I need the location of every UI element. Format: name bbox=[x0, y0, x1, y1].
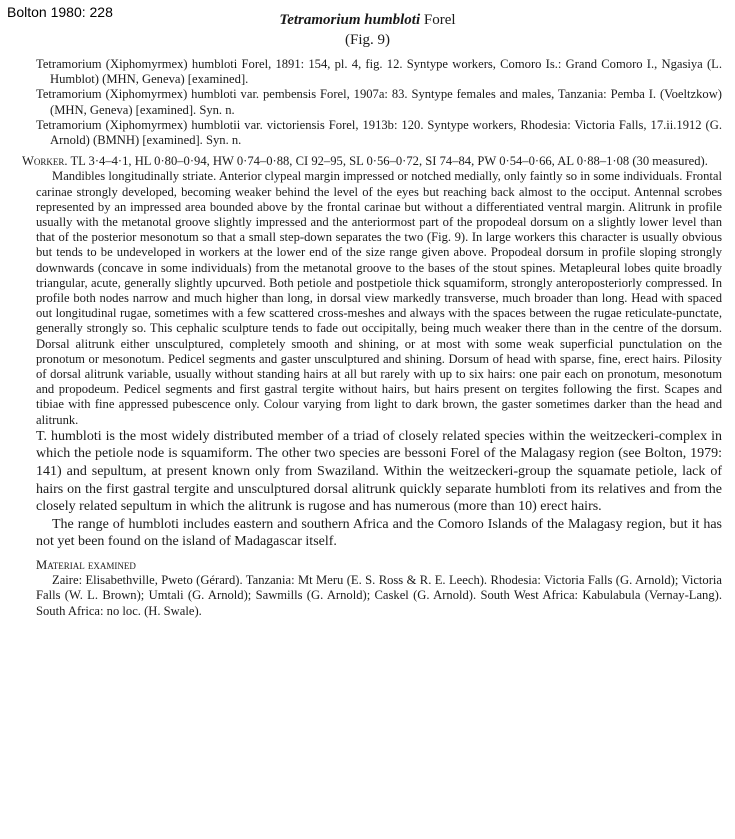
synonym-entry: Tetramorium (Xiphomyrmex) humbloti var. pembensis Forel, 1907a: 83. Syntype females and males, Tanzania: Pemba I. (Voeltzkow) (MHN, Geneva) [examined]. Syn. n. bbox=[36, 87, 722, 117]
synonym-entry: Tetramorium (Xiphomyrmex) humblotii var. victoriensis Forel, 1913b: 120. Syntype workers, Rhodesia: Victoria Falls, 17.ii.1912 (G. Arnold) (BMNH) [examined]. Syn. n. bbox=[36, 117, 722, 148]
document-body bbox=[22, 57, 722, 619]
range-paragraph: The range of humbloti includes eastern and southern Africa and the Comoro Islands of the Malagasy region, but it has not yet been found on the island of Madagascar itself. bbox=[36, 516, 722, 550]
material-heading: Material examined bbox=[36, 558, 136, 573]
synonym-entry: Tetramorium (Xiphomyrmex) humbloti Forel, 1891: 154, pl. 4, fig. 12. Syntype workers, Comoro Is.: Grand Comoro I., Ngasiya (L. Humblot) (MHN, Geneva) [examined]. bbox=[36, 57, 722, 87]
measurement-values: TL 3·4–4·1, HL 0·80–0·94, HW 0·74–0·88, CI 92–95, SL 0·56–0·72, SI 74–84, PW 0·54–0·66, AL 0·88–1·08 (30 measured). bbox=[70, 154, 708, 169]
species-name: Tetramorium humbloti bbox=[279, 12, 421, 28]
worker-description: Mandibles longitudinally striate. Anterior clypeal margin impressed or notched medially, only faintly so in some individuals. Frontal carinae strongly developed, becoming weaker behind the level of the eyes but reaching back almost to the occiput. Antennal scrobes represented by an impressed area bounded above by the frontal carinae but without a differentiated ventral margin. Alitrunk in profile usually with the metanotal groove slightly impressed and the anteriormost part of the propodeal dorsum on a slightly lower level than that of the posterior mesonotum so that a small step-down separates the two (Fig. 9). In large workers this character is usually obvious but tends to be undeveloped in workers at the lower end of the size range given above. Propodeal dorsum in profile sloping strongly downwards (concave in some individuals) from the metanotal groove to the bases of the stout spines. Metapleural lobes quite broadly triangular, acute, generally slightly upcurved. Both petiole and postpetiole thick squamiform, strongly anteroposteriorly compressed. In profile both nodes narrow and much higher than long, in dorsal view markedly transverse, much broader than long. Head with spaced out longitudinal rugae, sometimes with a few scattered cross-meshes and always with the spaces between the rugae reticulate-punctate, generally strongly so. This cephalic sculpture tends to fade out occipitally, being much weaker there than in the centre of the dorsum. Dorsal alitrunk either unsculptured, completely smooth and shining, or at most with some weak superficial punctulation on the pronotum or mesonotum. Pedicel segments and gaster unsculptured and shining. Dorsum of head with sparse, fine, erect hairs. Pilosity of dorsal alitrunk variable, usually without standing hairs at all but rarely with up to six hairs: one pair each on pronotum, mesonotum and propodeum. Pedicel segments and first gastral tergite without hairs, but hairs present on tergites following the first. Scapes and tibiae with fine appressed pubescence only. Colour varying from light to dark brown, the gaster sometimes darker than the head and alitrunk. bbox=[36, 169, 722, 427]
worker-measurements bbox=[22, 154, 722, 169]
species-author: Forel bbox=[423, 12, 456, 28]
material-list: Zaire: Elisabethville, Pweto (Gérard). Tanzania: Mt Meru (E. S. Ross & R. E. Leech). Rhodesia: Victoria Falls (G. Arnold); Victoria Falls (W. L. Brown); Umtali (G. Arnold); Sawmills (G. Arnold); Caskel (G. Arnold). South West Africa: Kabulabula (Vernay-Lang). South Africa: no loc. (H. Swale). bbox=[36, 573, 722, 618]
page-reference: Bolton 1980: 228 bbox=[7, 4, 113, 20]
species-title bbox=[0, 12, 735, 29]
worker-heading: Worker. bbox=[22, 154, 68, 169]
figure-reference: (Fig. 9) bbox=[345, 32, 390, 48]
discussion-paragraph: T. humbloti is the most widely distributed member of a triad of closely related species within the weitzeckeri-complex in which the petiole node is squamiform. The other two species are bessoni Forel of the Malagasy region (see Bolton, 1979: 141) and sepultum, at present known only from Swaziland. Within the weitzeckeri-group the squamate petiole, lack of hairs on the first gastral tergite and unsculptured dorsal alitrunk quickly separate humbloti from its relatives and from the closely related sepultum in which the alitrunk is rugose and has numerous (more than 10) erect hairs. bbox=[36, 428, 722, 515]
